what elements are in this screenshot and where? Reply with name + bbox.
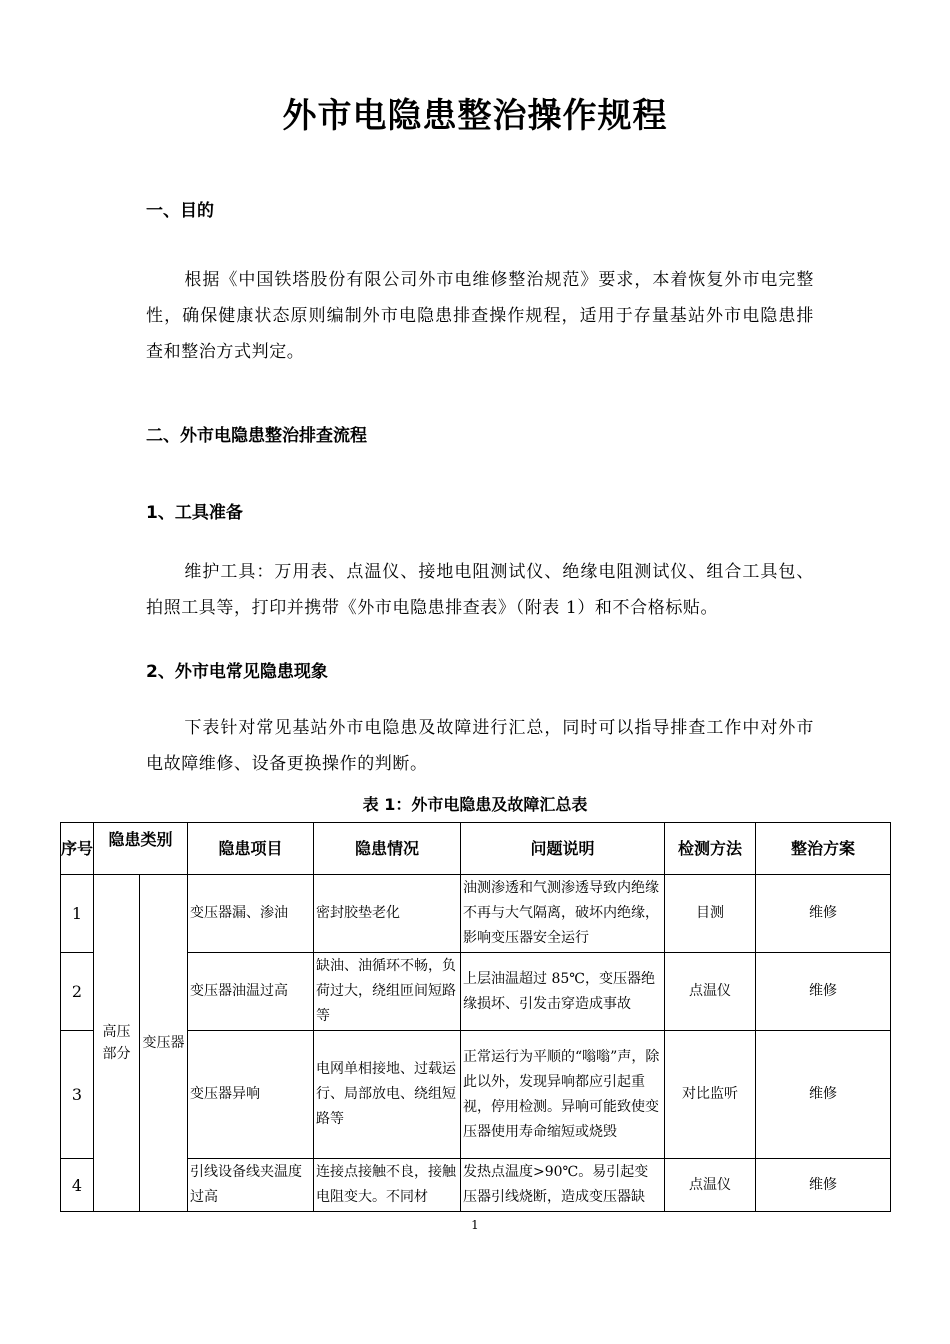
header-item: 隐患项目 <box>188 823 314 875</box>
row-situation: 电网单相接地、过载运行、局部放电、绕组短路等 <box>314 1031 461 1159</box>
row-plan: 维修 <box>756 875 891 953</box>
row-seq: 4 <box>61 1159 94 1212</box>
section-paragraph-purpose <box>146 262 814 370</box>
row-item: 引线设备线夹温度过高 <box>188 1159 314 1212</box>
row-explanation: 正常运行为平顺的“嗡嗡”声，除此以外，发现异响都应引起重视，停用检测。异响可能致使变压器使用寿命缩短或烧毁 <box>461 1031 665 1159</box>
row-method: 对比监听 <box>665 1031 756 1159</box>
row-plan: 维修 <box>756 1031 891 1159</box>
subsection-heading-tools: 1、工具准备 <box>146 503 243 523</box>
row-method: 点温仪 <box>665 1159 756 1212</box>
row-method: 目测 <box>665 875 756 953</box>
subsection-paragraph-tools <box>146 554 814 626</box>
row-explanation: 上层油温超过 85℃，变压器绝缘损坏、引发击穿造成事故 <box>461 953 665 1031</box>
row-seq: 1 <box>61 875 94 953</box>
category-level1: 高压部分 <box>94 875 140 1212</box>
header-explanation: 问题说明 <box>461 823 665 875</box>
table-row <box>61 875 891 953</box>
paragraph-text: 维护工具：万用表、点温仪、接地电阻测试仪、绝缘电阻测试仪、组合工具包、拍照工具等，打印并携带《外市电隐患排查表》（附表 1）和不合格标贴。 <box>146 562 814 618</box>
row-situation: 密封胶垫老化 <box>314 875 461 953</box>
row-method: 点温仪 <box>665 953 756 1031</box>
row-explanation: 油测渗透和气测渗透导致内绝缘不再与大气隔离，破坏内绝缘，影响变压器安全运行 <box>461 875 665 953</box>
row-situation: 缺油、油循环不畅，负荷过大，绕组匝间短路等 <box>314 953 461 1031</box>
document-title: 外市电隐患整治操作规程 <box>282 96 668 136</box>
header-situation: 隐患情况 <box>314 823 461 875</box>
section-heading-purpose: 一、目的 <box>146 201 214 221</box>
row-plan: 维修 <box>756 953 891 1031</box>
category-level2: 变压器 <box>140 875 188 1212</box>
subsection-heading-hazards: 2、外市电常见隐患现象 <box>146 662 328 682</box>
hazard-summary-table <box>60 822 891 1212</box>
paragraph-text: 根据《中国铁塔股份有限公司外市电维修整治规范》要求，本着恢复外市电完整性，确保健康状态原则编制外市电隐患排查操作规程，适用于存量基站外市电隐患排查和整治方式判定。 <box>146 270 814 362</box>
table-header-row <box>61 823 891 875</box>
header-method: 检测方法 <box>665 823 756 875</box>
table-caption: 表 1：外市电隐患及故障汇总表 <box>362 795 588 814</box>
section-heading-process: 二、外市电隐患整治排查流程 <box>146 426 367 446</box>
row-seq: 3 <box>61 1031 94 1159</box>
header-seq: 序号 <box>61 823 94 875</box>
row-seq: 2 <box>61 953 94 1031</box>
header-category: 隐患类别 <box>94 823 188 875</box>
row-explanation: 发热点温度>90℃。易引起变压器引线烧断，造成变压器缺 <box>461 1159 665 1212</box>
subsection-paragraph-hazards <box>146 710 814 782</box>
row-item: 变压器油温过高 <box>188 953 314 1031</box>
page-number: 1 <box>471 1218 479 1232</box>
row-item: 变压器漏、渗油 <box>188 875 314 953</box>
row-plan: 维修 <box>756 1159 891 1212</box>
paragraph-text: 下表针对常见基站外市电隐患及故障进行汇总，同时可以指导排查工作中对外市电故障维修、设备更换操作的判断。 <box>146 718 814 774</box>
header-plan: 整治方案 <box>756 823 891 875</box>
row-item: 变压器异响 <box>188 1031 314 1159</box>
row-situation: 连接点接触不良，接触电阻变大。不同材 <box>314 1159 461 1212</box>
